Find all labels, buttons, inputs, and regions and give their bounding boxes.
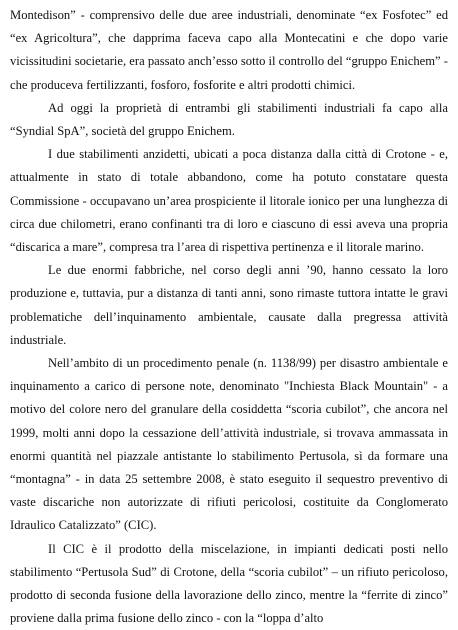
paragraph-4: Le due enormi fabbriche, nel corso degli anni ’90, hanno cessato la loro produzione e, tuttavia, pur a distanza di tanti anni, sono rimaste tuttora intatte le gravi problematiche dell’inquinamento ambientale, causate dalla pregressa attività industriale. [10, 263, 448, 347]
paragraph-2: Ad oggi la proprietà di entrambi gli stabilimenti industriali fa capo alla “Syndial SpA”, società del gruppo Enichem. [10, 100, 448, 139]
paragraph-1: Montedison” - comprensivo delle due aree industriali, denominate “ex Fosfotec” ed “ex Agricoltura”, che dapprima faceva capo alla Montecatini e che dopo varie vicissitudini societarie, era passato anch’esso sotto il controllo del “gruppo Enichem” - che produceva fertilizzanti, fosforo, fosforite e altri prodotti chimici. [10, 8, 448, 92]
paragraph-3: I due stabilimenti anzidetti, ubicati a poca distanza dalla città di Crotone - e, attualmente in stato di totale abbandono, come ha potuto constatare questa Commissione - occupavano un’area prospiciente il litorale ionico per una lunghezza di circa due chilometri, erano confinanti tra di loro e ciascuno di essi aveva una propria “discarica a mare”, compresa tra l’area di rispettiva pertinenza e il litorale marino. [10, 147, 448, 255]
paragraph-6: Il CIC è il prodotto della miscelazione, in impianti dedicati posti nello stabilimento “Pertusola Sud” di Crotone, della “scoria cubilot” – un rifiuto pericoloso, prodotto di seconda fusione della lavorazione dello zinco, mentre la “ferrite di zinco” proviene dalla prima fusione dello zinco - con la “loppa d’alto [10, 541, 448, 626]
paragraph-5: Nell’ambito di un procedimento penale (n. 1138/99) per disastro ambientale e inquinamento a carico di persone note, denominato "Inchiesta Black Mountain" - a motivo del colore nero del granulare della cosiddetta “scoria cubilot”, che ancora nel 1999, molti anni dopo la cessazione dell’attività industriale, si trovava ammassata in enormi quantità nel piazzale antistante lo stabilimento Pertusola, sì da formare una “montagna” - in data 25 settembre 2008, è stato eseguito il sequestro preventivo di vaste discariche non autorizzate di rifiuti pericolosi, costituite da Conglomerato Idraulico Catalizzato” (CIC). [10, 356, 448, 533]
